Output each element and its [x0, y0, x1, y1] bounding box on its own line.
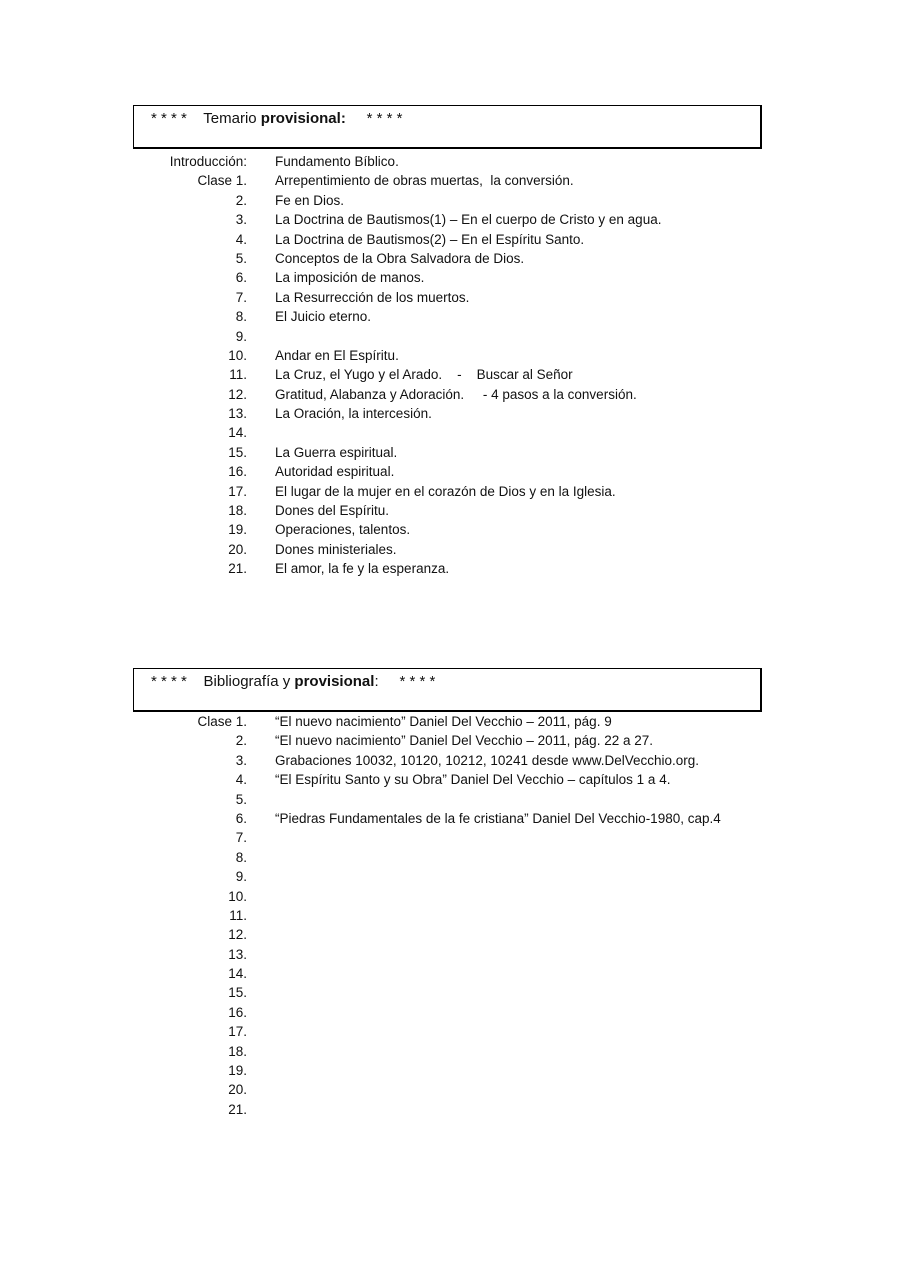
temario-item-number: 15. — [228, 444, 247, 460]
temario-item-text: La Oración, la intercesión. — [275, 406, 432, 422]
temario-stars-right: * * * * — [366, 110, 403, 127]
bibliografia-item-number: 20. — [228, 1082, 247, 1098]
bibliografia-item-number: 18. — [228, 1043, 247, 1059]
temario-item-number: 11. — [229, 367, 247, 383]
temario-item-number: 20. — [228, 541, 247, 557]
bibliografia-item-number: 5. — [235, 791, 247, 807]
temario-item-number: 5. — [235, 250, 247, 266]
temario-item-number: 10. — [228, 347, 247, 363]
temario-item — [0, 443, 905, 462]
bibliografia-item — [0, 848, 905, 867]
temario-item-number: 4. — [235, 231, 247, 247]
bibliografia-item-number: 15. — [228, 985, 247, 1001]
bibliografia-item-number: 17. — [228, 1024, 247, 1040]
temario-item-text: Dones del Espíritu. — [275, 503, 390, 519]
bibliografia-item-number: 4. — [235, 772, 247, 788]
temario-item — [0, 210, 905, 229]
bibliografia-item-number: 9. — [235, 869, 247, 885]
temario-item-text: Operaciones, talentos. — [275, 522, 411, 538]
temario-item-text: La imposición de manos. — [275, 270, 425, 286]
bibliografia-title-colon: : — [374, 673, 379, 690]
temario-item — [0, 423, 905, 442]
temario-item-text: La Guerra espiritual. — [275, 444, 398, 460]
temario-item-number: 9. — [235, 328, 247, 344]
temario-item-text: El amor, la fe y la esperanza. — [275, 561, 450, 577]
temario-item — [0, 268, 905, 287]
temario-item-text: El lugar de la mujer en el corazón de Dios y en la Iglesia. — [275, 483, 616, 499]
temario-item-text: La Cruz, el Yugo y el Arado. - Buscar al Señor — [275, 367, 573, 383]
bibliografia-item — [0, 1061, 905, 1080]
bibliografia-item — [0, 925, 905, 944]
temario-item-text: Fundamento Bíblico. — [275, 154, 399, 169]
temario-item — [0, 462, 905, 481]
bibliografia-item-number: 19. — [228, 1063, 247, 1079]
bibliografia-item — [0, 712, 905, 731]
temario-item-number: 19. — [228, 522, 247, 538]
bibliografia-item-number: 12. — [228, 927, 247, 943]
temario-item — [0, 520, 905, 539]
temario-title: Temario — [203, 110, 261, 127]
bibliografia-header-box — [133, 668, 762, 712]
temario-item-text: Fe en Dios. — [275, 192, 345, 208]
bibliografia-title-bold: provisional — [294, 673, 375, 690]
temario-item-text: Arrepentimiento de obras muertas, la conversión. — [275, 173, 574, 189]
bibliografia-item — [0, 828, 905, 847]
bibliografia-item — [0, 964, 905, 983]
temario-item-number: 3. — [235, 212, 247, 228]
temario-item — [0, 404, 905, 423]
bibliografia-item-number: 14. — [228, 966, 247, 982]
bibliografia-item-number: 11. — [229, 907, 247, 923]
bibliografia-item — [0, 790, 905, 809]
bibliografia-item — [0, 1022, 905, 1041]
bibliografia-item-text: “El nuevo nacimiento” Daniel Del Vecchio – 2011, pág. 22 a 27. — [275, 733, 653, 749]
temario-item-number: Clase 1. — [197, 173, 247, 189]
bibliografia-item-number: 13. — [228, 946, 247, 962]
temario-item-text: La Resurrección de los muertos. — [275, 289, 470, 305]
bibliografia-title: Bibliografía y — [203, 673, 295, 690]
temario-item-text: La Doctrina de Bautismos(1) – En el cuerpo de Cristo y en agua. — [275, 212, 662, 228]
temario-item — [0, 327, 905, 346]
temario-item-text: Autoridad espiritual. — [275, 464, 395, 480]
bibliografia-item-number: 21. — [228, 1101, 247, 1117]
temario-item — [0, 501, 905, 520]
bibliografia-item — [0, 945, 905, 964]
temario-item — [0, 249, 905, 268]
bibliografia-stars-right: * * * * — [399, 673, 436, 690]
temario-item-number: 12. — [228, 386, 247, 402]
temario-item-number: 7. — [235, 289, 247, 305]
temario-item-text: Conceptos de la Obra Salvadora de Dios. — [275, 250, 525, 266]
temario-item-number: 17. — [228, 483, 247, 499]
bibliografia-item — [0, 1080, 905, 1099]
bibliografia-item-number: 2. — [235, 733, 247, 749]
bibliografia-item-number: 3. — [235, 752, 247, 768]
bibliografia-stars-left: * * * * — [151, 673, 187, 690]
temario-item — [0, 191, 905, 210]
temario-item — [0, 482, 905, 501]
temario-item — [0, 540, 905, 559]
temario-item-number: 21. — [228, 561, 247, 577]
bibliografia-item-text: “El Espíritu Santo y su Obra” Daniel Del Vecchio – capítulos 1 a 4. — [275, 772, 671, 788]
temario-item — [0, 365, 905, 384]
temario-item — [0, 385, 905, 404]
temario-stars-left: * * * * — [151, 110, 187, 127]
bibliografia-item-text: “El nuevo nacimiento” Daniel Del Vecchio – 2011, pág. 9 — [275, 714, 612, 729]
temario-item-text: Andar en El Espíritu. — [275, 347, 399, 363]
bibliografia-item — [0, 1042, 905, 1061]
temario-item-number: 16. — [228, 464, 247, 480]
bibliografia-item-number: 6. — [235, 810, 247, 826]
temario-item-number: 18. — [228, 503, 247, 519]
temario-item-number: 8. — [235, 309, 247, 325]
bibliografia-item — [0, 906, 905, 925]
temario-item-number: 6. — [235, 270, 247, 286]
temario-item-number: 13. — [228, 406, 247, 422]
bibliografia-item — [0, 809, 905, 828]
bibliografia-item-number: 16. — [228, 1004, 247, 1020]
bibliografia-item-number: 8. — [235, 849, 247, 865]
bibliografia-item-number: 10. — [228, 888, 247, 904]
bibliografia-item — [0, 1003, 905, 1022]
temario-header-box — [133, 105, 762, 149]
bibliografia-item — [0, 983, 905, 1002]
bibliografia-item-number: Clase 1. — [197, 714, 247, 729]
temario-list — [0, 152, 905, 579]
bibliografia-item — [0, 751, 905, 770]
bibliografia-item — [0, 731, 905, 750]
temario-item-number: 2. — [235, 192, 247, 208]
temario-item-number: 14. — [228, 425, 247, 441]
bibliografia-list — [0, 712, 905, 1119]
bibliografia-item — [0, 1100, 905, 1119]
temario-item — [0, 559, 905, 578]
temario-item — [0, 288, 905, 307]
temario-item — [0, 307, 905, 326]
temario-header — [151, 110, 403, 127]
bibliografia-item — [0, 770, 905, 789]
bibliografia-item-text: “Piedras Fundamentales de la fe cristiana” Daniel Del Vecchio-1980, cap.4 — [275, 810, 721, 826]
temario-item — [0, 171, 905, 190]
temario-item-text: La Doctrina de Bautismos(2) – En el Espíritu Santo. — [275, 231, 585, 247]
bibliografia-item — [0, 867, 905, 886]
temario-item-text: El Juicio eterno. — [275, 309, 372, 325]
bibliografia-item-text: Grabaciones 10032, 10120, 10212, 10241 desde www.DelVecchio.org. — [275, 752, 700, 768]
bibliografia-item-number: 7. — [235, 830, 247, 846]
temario-item-text: Dones ministeriales. — [275, 541, 397, 557]
bibliografia-item — [0, 887, 905, 906]
temario-item-number: Introducción: — [169, 154, 247, 169]
temario-item — [0, 346, 905, 365]
temario-item — [0, 230, 905, 249]
bibliografia-header — [151, 673, 435, 690]
temario-title-bold: provisional: — [260, 110, 346, 127]
temario-item-text: Gratitud, Alabanza y Adoración. - 4 pasos a la conversión. — [275, 386, 637, 402]
temario-item — [0, 152, 905, 171]
